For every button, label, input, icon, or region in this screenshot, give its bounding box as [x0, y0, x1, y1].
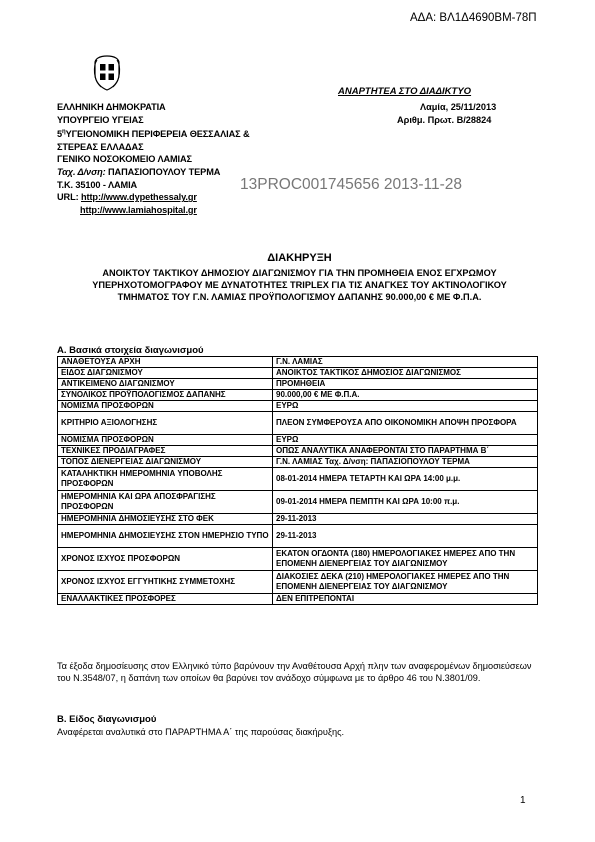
org-url: URL: http://www.dypethessaly.gr — [57, 192, 197, 203]
section-a-title: Α. Βασικά στοιχεία διαγωνισμού — [57, 345, 204, 356]
org-postal-code: Τ.Κ. 35100 - ΛΑΜΙΑ — [57, 179, 138, 190]
table-row — [58, 525, 538, 548]
publication-costs-paragraph: Τα έξοδα δημοσίευσης στον Ελληνικό τύπο βαρύνουν την Αναθέτουσα Αρχή πλην των αναφερομένων δημοσιεύσεων του Ν.3548/07, η δαπάνη των οποίων θα βαρύνει τον ανάδοχο σύμφωνα με το άρθρο 46 του Ν.3801/09. — [57, 661, 532, 684]
organization-block — [57, 101, 250, 216]
section-b-text: Αναφέρεται αναλυτικά στο ΠΑΡΑΡΤΗΜΑ Α΄ της παρούσας διακήρυξης. — [57, 727, 345, 737]
greek-emblem-icon — [91, 54, 123, 92]
table-field-label: ΧΡΟΝΟΣ ΙΣΧΥΟΣ ΕΓΓΥΗΤΙΚΗΣ ΣΥΜΜΕΤΟΧΗΣ — [58, 571, 273, 594]
table-field-value: ΑΝΟΙΚΤΟΣ ΤΑΚΤΙΚΟΣ ΔΗΜΟΣΙΟΣ ΔΙΑΓΩΝΙΣΜΟΣ — [273, 368, 538, 379]
table-field-value: ΔΙΑΚΟΣΙΕΣ ΔΕΚΑ (210) ΗΜΕΡΟΛΟΓΙΑΚΕΣ ΗΜΕΡΕΣ ΑΠΟ ΤΗΝ ΕΠΟΜΕΝΗ ΔΙΕΝΕΡΓΕΙΑΣ ΤΟΥ ΔΙΑΓΩΝΙΣΜΟΥ — [273, 571, 538, 594]
post-online-label: ΑΝΑΡΤΗΤΕΑ ΣΤΟ ΔΙΑΔΙΚΤΥΟ — [338, 86, 472, 97]
page-number: 1 — [520, 795, 526, 806]
table-row — [58, 594, 538, 605]
table-field-label: ΑΝΑΘΕΤΟΥΣΑ ΑΡΧΗ — [58, 357, 273, 368]
table-field-value: ΟΠΩΣ ΑΝΑΛΥΤΙΚΑ ΑΝΑΦΕΡΟΝΤΑΙ ΣΤΟ ΠΑΡΑΡΤΗΜΑ Β΄ — [273, 446, 538, 457]
heading-line: ΥΠΕΡΗΧΟΤΟΜΟΓΡΑΦΟΥ ΜΕ ΔΥΝΑΤΟΤΗΤΕΣ TRIPLEX ΓΙΑ ΤΙΣ ΑΝΑΓΚΕΣ ΤΟΥ ΑΚΤΙΝΟΛΟΓΙΚΟΥ — [92, 280, 507, 291]
table-row — [58, 571, 538, 594]
section-b-title: Β. Είδος διαγωνισμού — [57, 714, 157, 725]
heading-line: ΤΜΗΜΑΤΟΣ ΤΟΥ Γ.Ν. ΛΑΜΙΑΣ ΠΡΟΫΠΟΛΟΓΙΣΜΟΥ ΔΑΠΑΝΗΣ 90.000,00 € ΜΕ Φ.Π.Α. — [117, 292, 482, 303]
procurement-stamp: 13PROC001745656 2013-11-28 — [240, 176, 463, 193]
table-field-label: ΝΟΜΙΣΜΑ ΠΡΟΣΦΟΡΩΝ — [58, 435, 273, 446]
table-field-label: ΗΜΕΡΟΜΗΝΙΑ ΔΗΜΟΣΙΕΥΣΗΣ ΣΤΟ ΦΕΚ — [58, 514, 273, 525]
table-field-value: ΕΥΡΩ — [273, 401, 538, 412]
table-field-value: ΕΚΑΤΟΝ ΟΓΔΟΝΤΑ (180) ΗΜΕΡΟΛΟΓΙΑΚΕΣ ΗΜΕΡΕΣ ΑΠΟ ΤΗΝ ΕΠΟΜΕΝΗ ΔΙΕΝΕΡΓΕΙΑΣ ΤΟΥ ΔΙΑΓΩΝΙΣΜΟΥ — [273, 548, 538, 571]
table-field-label: ΕΙΔΟΣ ΔΙΑΓΩΝΙΣΜΟΥ — [58, 368, 273, 379]
tender-details-table — [57, 356, 538, 605]
heading-title: ΔΙΑΚΗΡΥΞΗ — [267, 252, 332, 264]
table-field-label: ΚΡΙΤΗΡΙΟ ΑΞΙΟΛΟΓΗΣΗΣ — [58, 412, 273, 435]
table-field-value: ΠΡΟΜΗΘΕΙΑ — [273, 379, 538, 390]
table-row — [58, 357, 538, 368]
table-row — [58, 446, 538, 457]
document-heading — [57, 252, 542, 304]
table-row — [58, 435, 538, 446]
table-field-label: ΝΟΜΙΣΜΑ ΠΡΟΣΦΟΡΩΝ — [58, 401, 273, 412]
table-field-value: 08-01-2014 ΗΜΕΡΑ ΤΕΤΑΡΤΗ ΚΑΙ ΩΡΑ 14:00 μ.μ. — [273, 468, 538, 491]
table-field-label: ΧΡΟΝΟΣ ΙΣΧΥΟΣ ΠΡΟΣΦΟΡΩΝ — [58, 548, 273, 571]
url-link-lamiahospital[interactable]: http://www.lamiahospital.gr — [80, 204, 197, 215]
table-field-value: 90.000,00 € ΜΕ Φ.Π.Α. — [273, 390, 538, 401]
table-field-value: ΠΛΕΟΝ ΣΥΜΦΕΡΟΥΣΑ ΑΠΟ ΟΙΚΟΝΟΜΙΚΗ ΑΠΟΨΗ ΠΡΟΣΦΟΡΑ — [273, 412, 538, 435]
table-field-value: 09-01-2014 ΗΜΕΡΑ ΠΕΜΠΤΗ ΚΑΙ ΩΡΑ 10:00 π.μ. — [273, 491, 538, 514]
table-field-label: ΑΝΤΙΚΕΙΜΕΝΟ ΔΙΑΓΩΝΙΣΜΟΥ — [58, 379, 273, 390]
table-field-value: ΕΥΡΩ — [273, 435, 538, 446]
heading-line: ΑΝΟΙΚΤΟΥ ΤΑΚΤΙΚΟΥ ΔΗΜΟΣΙΟΥ ΔΙΑΓΩΝΙΣΜΟΥ ΓΙΑ ΤΗΝ ΠΡΟΜΗΘΕΙΑ ΕΝΟΣ ΕΓΧΡΩΜΟΥ — [102, 268, 497, 278]
table-field-value: 29-11-2013 — [273, 525, 538, 548]
org-line: ΓΕΝΙΚΟ ΝΟΣΟΚΟΜΕΙΟ ΛΑΜΙΑΣ — [57, 154, 192, 165]
place-date: Λαμία, 25/11/2013 — [420, 102, 497, 112]
org-line: ΕΛΛΗΝΙΚΗ ΔΗΜΟΚΡΑΤΙΑ — [57, 102, 166, 112]
table-row — [58, 390, 538, 401]
table-field-value: ΔΕΝ ΕΠΙΤΡΕΠΟΝΤΑΙ — [273, 594, 538, 605]
table-field-value: Γ.Ν. ΛΑΜΙΑΣ Ταχ. Δ/νση: ΠΑΠΑΣΙΟΠΟΥΛΟΥ ΤΕΡΜΑ — [273, 457, 538, 468]
table-field-value: Γ.Ν. ΛΑΜΙΑΣ — [273, 357, 538, 368]
table-field-label: ΣΥΝΟΛΙΚΟΣ ΠΡΟΫΠΟΛΟΓΙΣΜΟΣ ΔΑΠΑΝΗΣ — [58, 390, 273, 401]
org-line: $5^\eta\Upsilon\Gamma EIONOMIKH$ ΠΕΡΙΦΕΡΕΙΑ ΘΕΣΣΑΛΙΑΣ & — [57, 129, 250, 140]
table-row — [58, 379, 538, 390]
org-url — [57, 204, 250, 217]
org-line: ΥΠΟΥΡΓΕΙΟ ΥΓΕΙΑΣ — [57, 114, 144, 125]
org-line: ΣΤΕΡΕΑΣ ΕΛΛΑΔΑΣ — [57, 141, 144, 152]
table-field-label: ΤΕΧΝΙΚΕΣ ΠΡΟΔΙΑΓΡΑΦΕΣ — [58, 446, 273, 457]
document-meta — [383, 101, 496, 127]
table-field-label: ΕΝΑΛΛΑΚΤΙΚΕΣ ΠΡΟΣΦΟΡΕΣ — [58, 594, 273, 605]
table-row — [58, 491, 538, 514]
table-row — [58, 401, 538, 412]
ada-code: ΑΔΑ: ΒΛ1Δ4690ΒΜ-78Π — [410, 12, 537, 24]
table-field-label: ΤΟΠΟΣ ΔΙΕΝΕΡΓΕΙΑΣ ΔΙΑΓΩΝΙΣΜΟΥ — [58, 457, 273, 468]
table-row — [58, 368, 538, 379]
table-field-label: ΚΑΤΑΛΗΚΤΙΚΗ ΗΜΕΡΟΜΗΝΙΑ ΥΠΟΒΟΛΗΣ ΠΡΟΣΦΟΡΩΝ — [58, 468, 273, 491]
org-address: Ταχ. Δ/νση: ΠΑΠΑΣΙΟΠΟΥΛΟΥ ΤΕΡΜΑ — [57, 167, 221, 178]
table-row — [58, 457, 538, 468]
table-row — [58, 514, 538, 525]
table-row — [58, 468, 538, 491]
table-row — [58, 548, 538, 571]
table-field-label: ΗΜΕΡΟΜΗΝΙΑ ΚΑΙ ΩΡΑ ΑΠΟΣΦΡΑΓΙΣΗΣ ΠΡΟΣΦΟΡΩΝ — [58, 491, 273, 514]
table-row — [58, 412, 538, 435]
protocol-number: Αριθμ. Πρωτ. Β/28824 — [397, 115, 492, 125]
table-field-label: ΗΜΕΡΟΜΗΝΙΑ ΔΗΜΟΣΙΕΥΣΗΣ ΣΤΟΝ ΗΜΕΡΗΣΙΟ ΤΥΠΟ — [58, 525, 273, 548]
url-link-dypethessaly[interactable]: http://www.dypethessaly.gr — [81, 192, 197, 203]
table-field-value: 29-11-2013 — [273, 514, 538, 525]
